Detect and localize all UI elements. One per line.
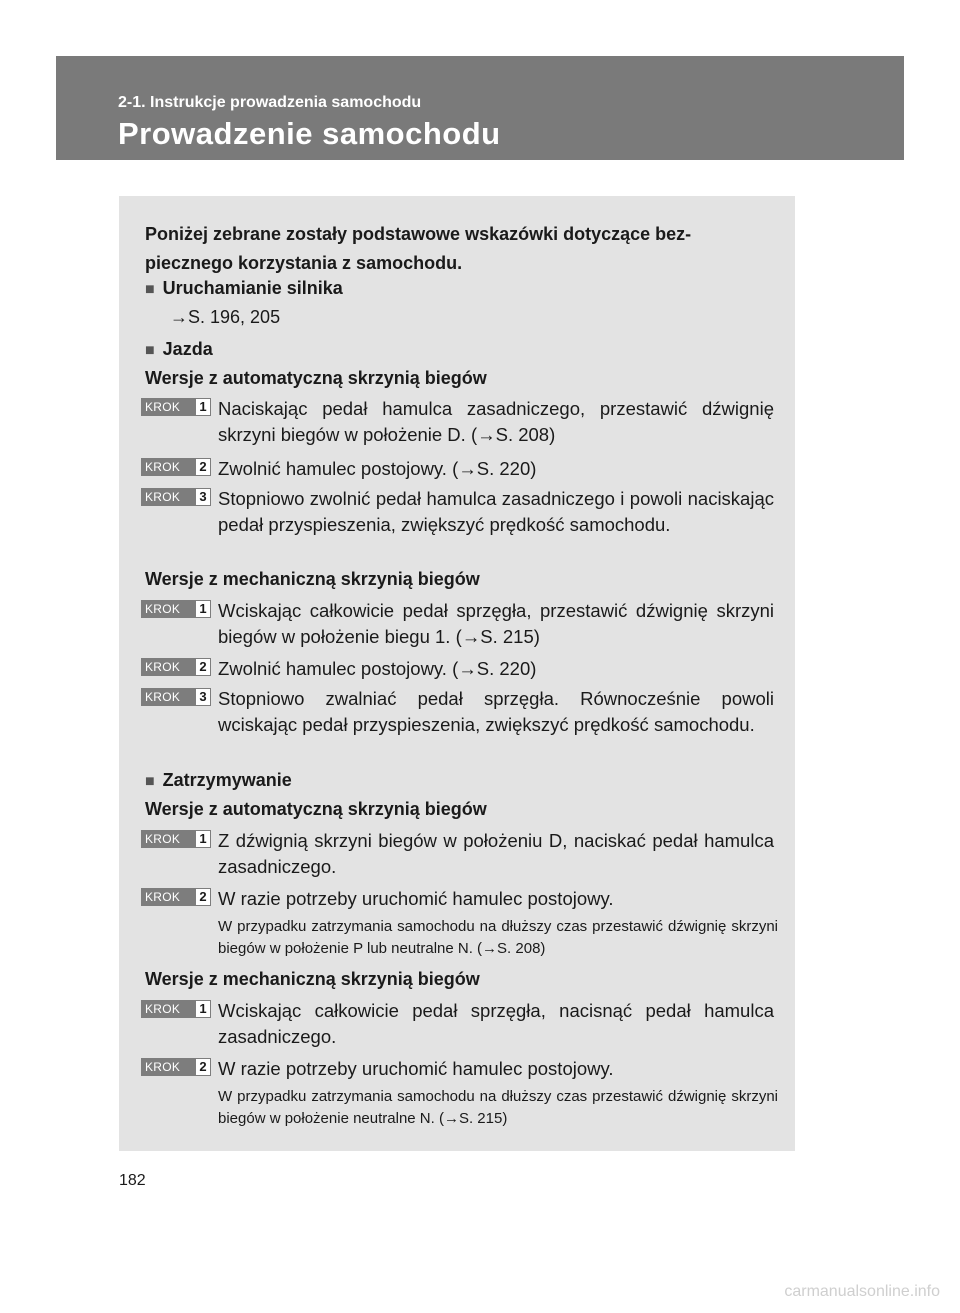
step-text: Naciskając pedał hamulca zasadniczego, przestawić dźwignię skrzyni biegów w położenie D. (→S. 208)	[218, 398, 774, 445]
square-bullet-icon: ■	[145, 342, 155, 359]
heading-starting: ■ Uruchamianie silnika	[145, 278, 343, 298]
step-badge: KROK 1	[141, 1000, 211, 1018]
section-label: 2-1. Instrukcje prowadzenia samochodu	[118, 94, 422, 111]
step-text: W razie potrzeby uruchomić hamulec postojowy.	[218, 888, 614, 909]
watermark: carmanualsonline.info	[784, 1283, 940, 1300]
square-bullet-icon: ■	[145, 773, 155, 790]
starting-ref: →S. 196, 205	[170, 307, 281, 327]
step-badge: KROK 1	[141, 830, 211, 848]
step-badge: KROK 2	[141, 458, 211, 476]
step-text: Wciskając całkowicie pedał sprzęgła, nacisnąć pedał hamulca zasadniczego.	[218, 1000, 774, 1047]
page-title: Prowadzenie samochodu	[118, 116, 501, 151]
subheading-automatic: Wersje z automatyczną skrzynią biegów	[145, 799, 487, 819]
page-header	[56, 56, 904, 160]
step-badge: KROK 2	[141, 1058, 211, 1076]
heading-driving: ■ Jazda	[145, 339, 213, 359]
page-number: 182	[119, 1172, 146, 1189]
intro-text: Poniżej zebrane zostały podstawowe wskazówki dotyczące bez- piecznego korzystania z samochodu.	[145, 224, 692, 273]
step-badge: KROK 3	[141, 688, 211, 706]
step-text: Zwolnić hamulec postojowy. (→S. 220)	[218, 658, 537, 679]
subheading-manual: Wersje z mechaniczną skrzynią biegów	[145, 569, 480, 589]
note-text: W przypadku zatrzymania samochodu na dłuższy czas przestawić dźwignię skrzyni biegów w położenie neutralne N. (→S. 215)	[218, 1088, 778, 1127]
subheading-manual: Wersje z mechaniczną skrzynią biegów	[145, 969, 480, 989]
step-text: W razie potrzeby uruchomić hamulec postojowy.	[218, 1058, 614, 1079]
step-text: Stopniowo zwalniać pedał sprzęgła. Równocześnie powoli wciskając pedał przyspieszenia, zwiększyć prędkość samochodu.	[218, 688, 774, 735]
square-bullet-icon: ■	[145, 281, 155, 298]
subheading-automatic: Wersje z automatyczną skrzynią biegów	[145, 368, 487, 388]
step-text: Z dźwignią skrzyni biegów w położeniu D, naciskać pedał hamulca zasadniczego.	[218, 830, 774, 877]
step-badge: KROK 2	[141, 888, 211, 906]
step-badge: KROK 1	[141, 398, 211, 416]
heading-stopping: ■ Zatrzymywanie	[145, 770, 292, 790]
step-text: Zwolnić hamulec postojowy. (→S. 220)	[218, 458, 537, 479]
step-badge: KROK 1	[141, 600, 211, 618]
step-badge: KROK 2	[141, 658, 211, 676]
step-text: Wciskając całkowicie pedał sprzęgła, przestawić dźwignię skrzyni biegów w położenie biegu 1. (→S. 215)	[218, 600, 774, 647]
note-text: W przypadku zatrzymania samochodu na dłuższy czas przestawić dźwignię skrzyni biegów w położenie P lub neutralne N. (→S. 208)	[218, 918, 778, 957]
step-badge: KROK 3	[141, 488, 211, 506]
step-text: Stopniowo zwolnić pedał hamulca zasadniczego i powoli naciskając pedał przyspieszenia, zwiększyć prędkość samochodu.	[218, 488, 774, 535]
